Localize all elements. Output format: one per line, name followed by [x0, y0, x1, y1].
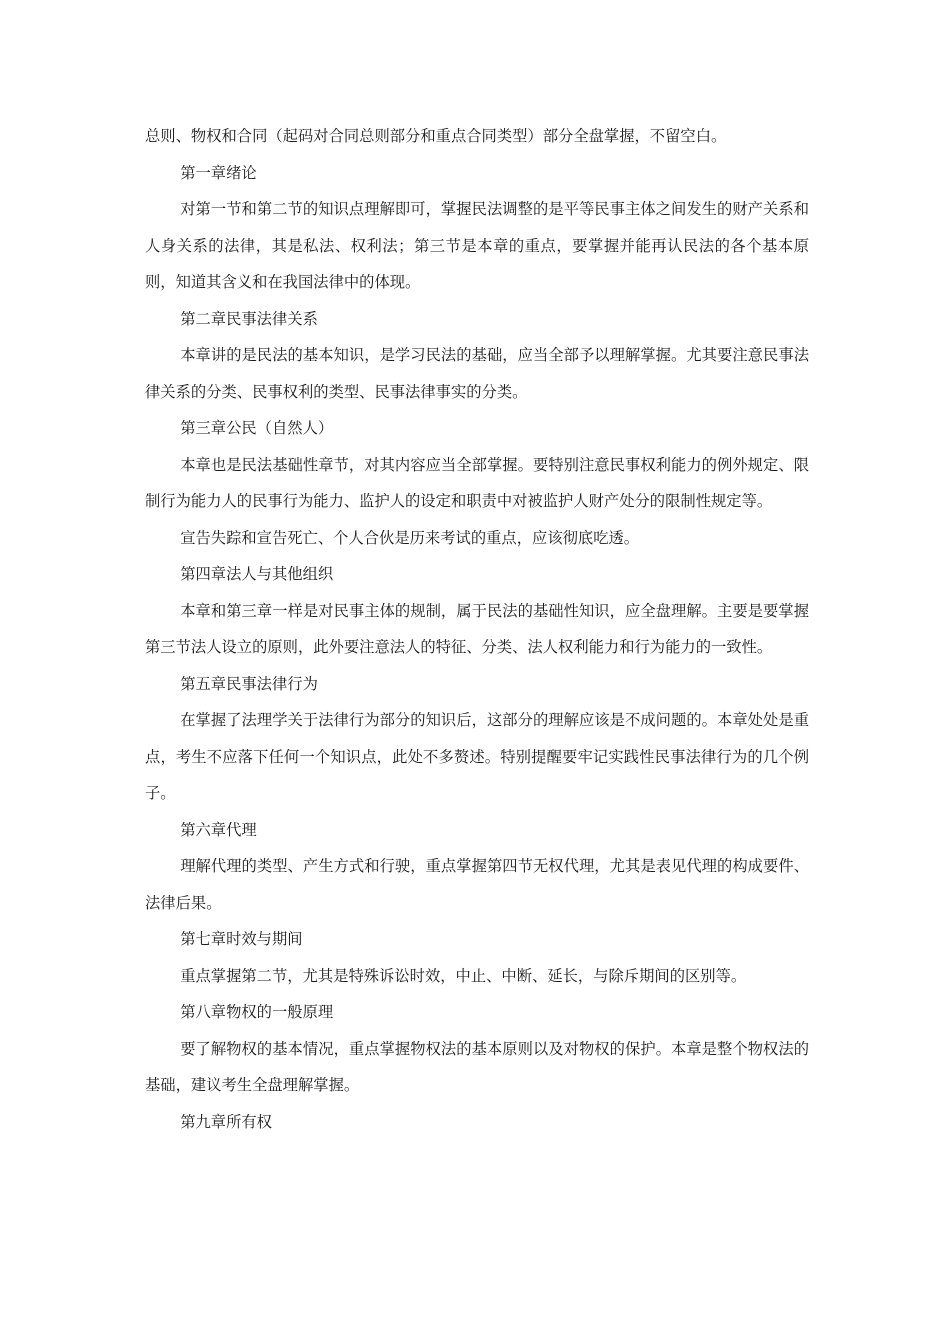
paragraph-chapter-3a: 本章也是民法基础性章节，对其内容应当全部掌握。要特别注意民事权利能力的例外规定、限制行为能力人的民事行为能力、监护人的设定和职责中对被监护人财产处分的限制性规定等。 — [145, 455, 809, 510]
chapter-heading-1: 第一章绪论 — [180, 163, 257, 182]
paragraph-chapter-6: 理解代理的类型、产生方式和行驶，重点掌握第四节无权代理，尤其是表见代理的构成要件、法律后果。 — [145, 857, 809, 912]
paragraph-intro: 总则、物权和合同（起码对合同总则部分和重点合同类型）部分全盘掌握，不留空白。 — [145, 127, 727, 145]
chapter-heading-3: 第三章公民（自然人） — [180, 419, 334, 437]
chapter-heading-5: 第五章民事法律行为 — [180, 674, 318, 693]
paragraph-chapter-1: 对第一节和第二节的知识点理解即可，掌握民法调整的是平等民事主体之间发生的财产关系和人身关系的法律，其是私法、权利法；第三节是本章的重点，要掌握并能再认民法的各个基本原则，知道其含义和在我国法律中的体现。 — [145, 200, 809, 291]
chapter-heading-7: 第七章时效与期间 — [180, 930, 303, 948]
paragraph-chapter-2: 本章讲的是民法的基本知识，是学习民法的基础，应当全部予以理解掌握。尤其要注意民事法律关系的分类、民事权利的类型、民事法律事实的分类。 — [145, 346, 809, 401]
chapter-heading-8: 第八章物权的一般原理 — [180, 1003, 334, 1021]
chapter-heading-9: 第九章所有权 — [180, 1112, 272, 1131]
paragraph-chapter-5: 在掌握了法理学关于法律行为部分的知识后，这部分的理解应该是不成问题的。本章处处是重点，考生不应落下任何一个知识点，此处不多赘述。特别提醒要牢记实践性民事法律行为的几个例子。 — [145, 711, 809, 802]
paragraph-chapter-7: 重点掌握第二节，尤其是特殊诉讼时效，中止、中断、延长，与除斥期间的区别等。 — [180, 966, 747, 985]
paragraph-chapter-4: 本章和第三章一样是对民事主体的规制，属于民法的基础性知识，应全盘理解。主要是要掌握第三节法人设立的原则，此外要注意法人的特征、分类、法人权利能力和行为能力的一致性。 — [145, 601, 809, 656]
chapter-heading-2: 第二章民事法律关系 — [180, 309, 318, 328]
document-page — [145, 118, 809, 1140]
chapter-heading-6: 第六章代理 — [180, 820, 257, 839]
chapter-heading-4: 第四章法人与其他组织 — [180, 565, 334, 583]
paragraph-chapter-8: 要了解物权的基本情况，重点掌握物权法的基本原则以及对物权的保护。本章是整个物权法的基础，建议考生全盘理解掌握。 — [145, 1039, 809, 1094]
paragraph-chapter-3b: 宣告失踪和宣告死亡、个人合伙是历来考试的重点，应该彻底吃透。 — [180, 528, 640, 547]
